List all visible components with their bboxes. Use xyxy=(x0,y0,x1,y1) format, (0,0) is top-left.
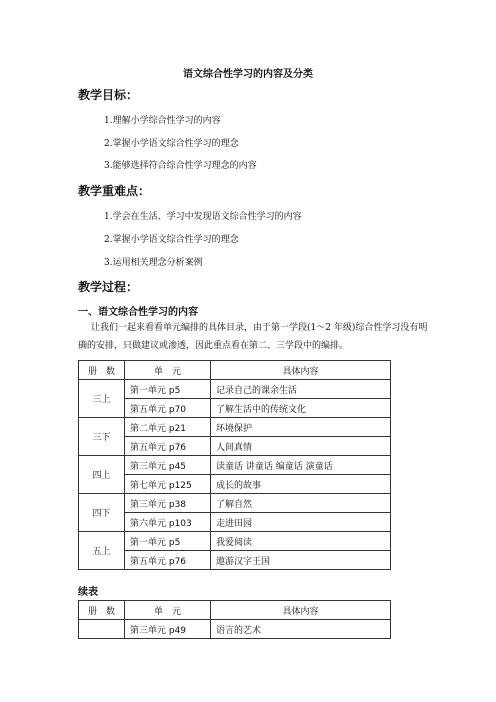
header-cell: 册 数 xyxy=(79,601,125,620)
table-row xyxy=(79,513,391,532)
content-cell: 记录自己的课余生活 xyxy=(211,380,391,399)
header-cell: 具体内容 xyxy=(211,361,391,380)
content-cell: 环境保护 xyxy=(211,418,391,437)
continued-table xyxy=(78,600,391,639)
content-cell: 我爱阅读 xyxy=(211,532,391,551)
unit-cell: 第三单元 p49 xyxy=(125,620,211,639)
table-row xyxy=(79,551,391,570)
unit-table xyxy=(78,360,391,570)
unit-cell: 第一单元 p5 xyxy=(125,380,211,399)
keypoint-item: 1.学会在生活、学习中发现语文综合性学习的内容 xyxy=(104,212,302,222)
document-title: 语文综合性学习的内容及分类 xyxy=(183,69,313,80)
header-cell: 具体内容 xyxy=(211,601,391,620)
table-row xyxy=(79,456,391,475)
intro-paragraph: 让我们一起来看看单元编排的具体目录，由于第一学段(1～2 年级)综合性学习没有明确的安排，只做建议或渗透，因此重点看在第二、三学段中的编排。 xyxy=(78,323,428,351)
unit-cell: 第五单元 p76 xyxy=(125,551,211,570)
keypoints-heading: 教学重难点： xyxy=(78,184,151,198)
header-cell: 单 元 xyxy=(125,601,211,620)
header-cell: 册 数 xyxy=(79,361,125,380)
unit-cell: 第三单元 p45 xyxy=(125,456,211,475)
continued-label: 续表 xyxy=(78,587,98,598)
goals-heading: 教学目标： xyxy=(78,88,139,102)
goal-item: 2.掌握小学语文综合性学习的理念 xyxy=(104,139,239,149)
unit-cell: 第一单元 p5 xyxy=(125,532,211,551)
unit-cell: 第六单元 p103 xyxy=(125,513,211,532)
content-cell: 了解自然 xyxy=(211,494,391,513)
section-heading: 一、语文综合性学习的内容 xyxy=(78,307,198,318)
table-row xyxy=(79,399,391,418)
content-cell: 成长的故事 xyxy=(211,475,391,494)
goal-item: 3.能够选择符合综合性学习理念的内容 xyxy=(104,161,257,171)
table-row xyxy=(79,380,391,399)
unit-cell: 第三单元 p38 xyxy=(125,494,211,513)
content-cell: 遨游汉字王国 xyxy=(211,551,391,570)
content-cell: 了解生活中的传统文化 xyxy=(211,399,391,418)
book-cell: 三上 xyxy=(79,380,125,418)
table-row xyxy=(79,532,391,551)
content-cell: 语言的艺术 xyxy=(211,620,391,639)
keypoint-item: 2.掌握小学语文综合性学习的理念 xyxy=(104,235,239,245)
content-cell: 人间真情 xyxy=(211,437,391,456)
table-header-row xyxy=(79,601,391,620)
table-row xyxy=(79,418,391,437)
unit-cell: 第五单元 p70 xyxy=(125,399,211,418)
unit-cell: 第七单元 p125 xyxy=(125,475,211,494)
book-cell: 四下 xyxy=(79,494,125,532)
content-cell: 读童话 讲童话 编童话 演童话 xyxy=(211,456,391,475)
book-cell: 三下 xyxy=(79,418,125,456)
table-row xyxy=(79,437,391,456)
process-heading: 教学过程： xyxy=(78,280,139,294)
table-row xyxy=(79,475,391,494)
book-cell xyxy=(79,620,125,639)
content-cell: 走进田园 xyxy=(211,513,391,532)
book-cell: 四上 xyxy=(79,456,125,494)
table-row xyxy=(79,494,391,513)
table-row xyxy=(79,620,391,639)
keypoint-item: 3.运用相关理念分析案例 xyxy=(104,258,203,268)
table-header-row xyxy=(79,361,391,380)
unit-cell: 第五单元 p76 xyxy=(125,437,211,456)
goal-item: 1.理解小学综合性学习的内容 xyxy=(104,116,221,126)
unit-cell: 第二单元 p21 xyxy=(125,418,211,437)
header-cell: 单 元 xyxy=(125,361,211,380)
book-cell: 五上 xyxy=(79,532,125,570)
